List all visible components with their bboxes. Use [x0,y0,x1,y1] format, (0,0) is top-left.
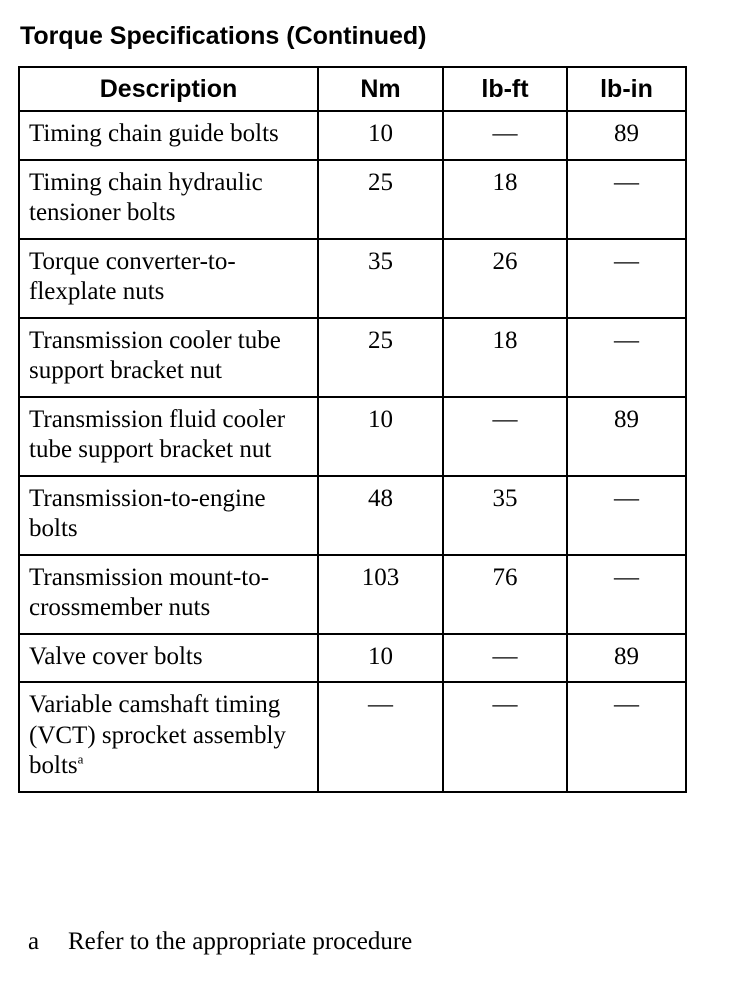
nm-cell: 25 [318,160,443,239]
nm-cell: 10 [318,634,443,683]
lb-in-cell: — [567,318,686,397]
column-header-nm: Nm [318,67,443,111]
lb-in-cell: — [567,160,686,239]
lb-in-cell: 89 [567,111,686,160]
description-text: Timing chain hydraulic tensioner bolts [29,168,263,226]
nm-cell: 48 [318,476,443,555]
table-row [19,397,686,476]
lb-in-cell: 89 [567,634,686,683]
table-row [19,634,686,683]
description-cell [19,555,318,634]
lb-in-cell: 89 [567,397,686,476]
table-row [19,555,686,634]
description-cell [19,476,318,555]
description-text: Transmission mount-to-crossmember nuts [29,563,270,621]
nm-cell: 10 [318,111,443,160]
footnote-reference: a [77,751,84,767]
nm-cell: — [318,682,443,792]
description-cell [19,397,318,476]
lb-ft-cell: — [443,111,567,160]
lb-ft-cell: 26 [443,239,567,318]
table-row [19,318,686,397]
table-row [19,476,686,555]
torque-spec-table [18,66,687,793]
lb-in-cell: — [567,476,686,555]
page-title: Torque Specifications (Continued) [20,22,427,50]
lb-in-cell: — [567,555,686,634]
description-text: Transmission fluid cooler tube support bracket nut [29,405,286,463]
column-header-lb-ft: lb-ft [443,67,567,111]
table-row [19,111,686,160]
lb-ft-cell: 35 [443,476,567,555]
column-header-description: Description [19,67,318,111]
column-header-lb-in: lb-in [567,67,686,111]
lb-ft-cell: — [443,634,567,683]
lb-ft-cell: 76 [443,555,567,634]
description-text: Transmission cooler tube support bracket nut [29,326,281,384]
lb-in-cell: — [567,239,686,318]
description-text: Variable camshaft timing (VCT) sprocket assembly bolts [29,691,286,779]
nm-cell: 103 [318,555,443,634]
footnote-marker: a [28,928,40,955]
lb-ft-cell: — [443,397,567,476]
nm-cell: 10 [318,397,443,476]
description-text: Valve cover bolts [29,642,203,670]
lb-ft-cell: 18 [443,160,567,239]
table-row [19,160,686,239]
description-text: Transmission-to-engine bolts [29,484,266,542]
footnote [28,927,412,957]
description-cell [19,318,318,397]
description-text: Torque converter-to-flexplate nuts [29,247,236,305]
description-cell [19,239,318,318]
description-cell [19,634,318,683]
table-row [19,239,686,318]
description-cell [19,111,318,160]
footnote-text: Refer to the appropriate procedure [68,928,413,955]
description-cell [19,160,318,239]
table-header-row [19,67,686,111]
lb-in-cell: — [567,682,686,792]
lb-ft-cell: — [443,682,567,792]
nm-cell: 35 [318,239,443,318]
lb-ft-cell: 18 [443,318,567,397]
table-row [19,682,686,792]
nm-cell: 25 [318,318,443,397]
description-text: Timing chain guide bolts [29,120,279,147]
description-cell [19,682,318,792]
